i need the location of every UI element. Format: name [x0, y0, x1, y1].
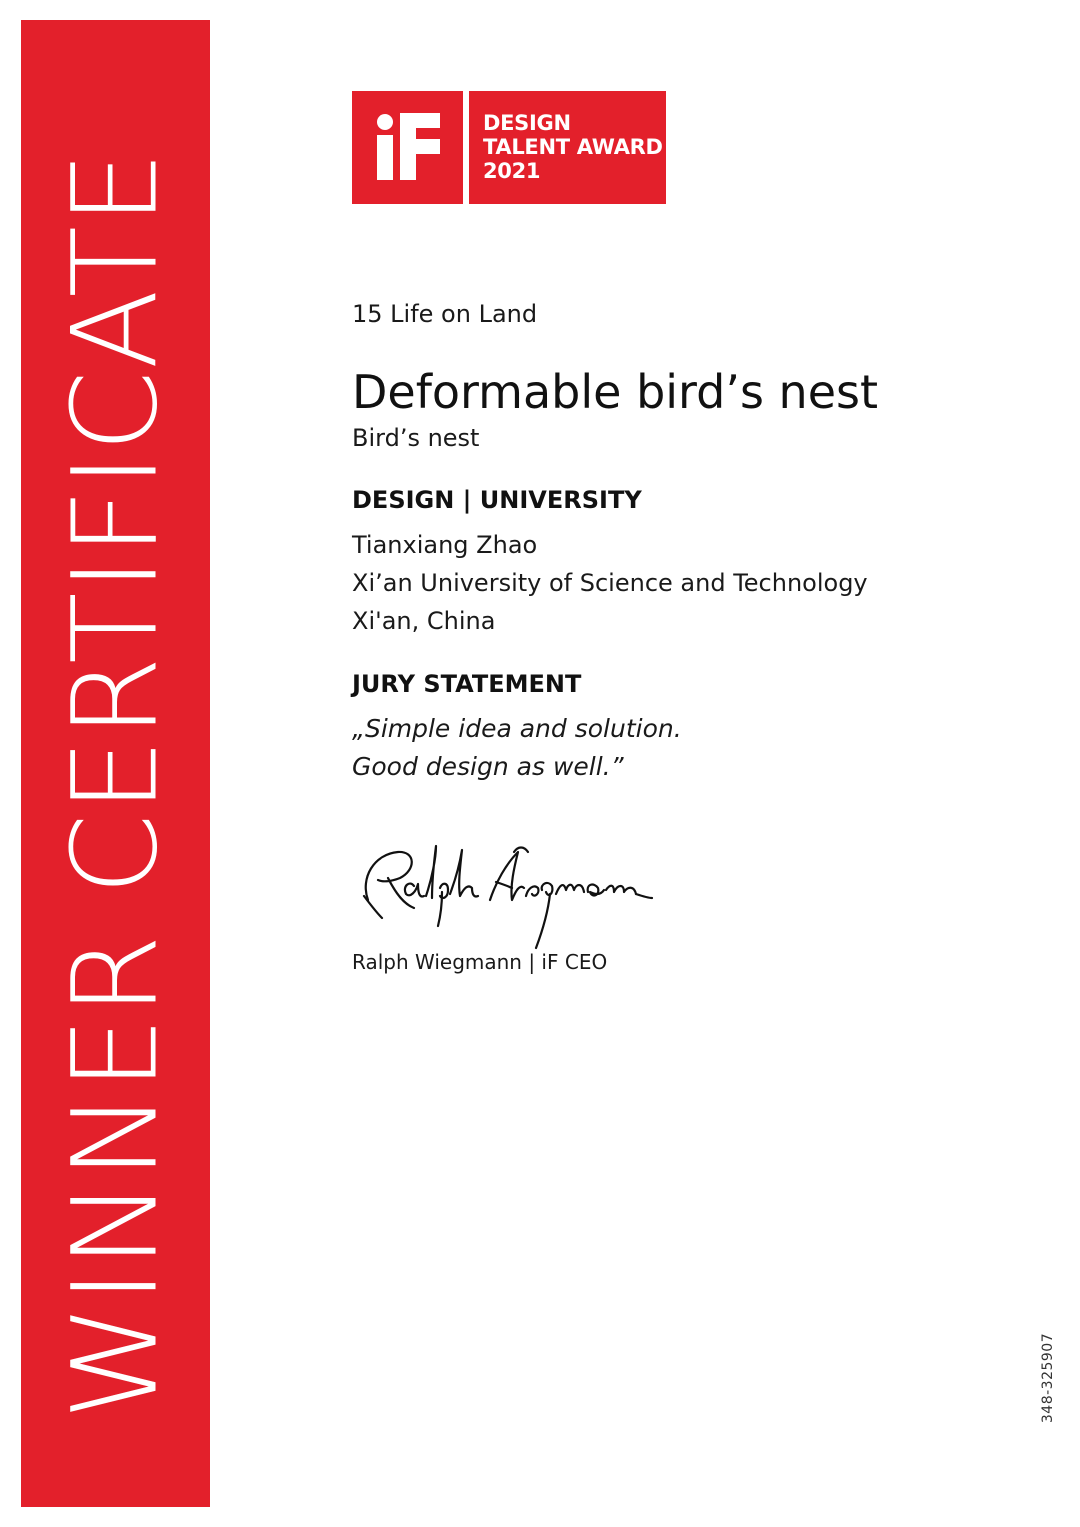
- jury-statement-line-1: „Simple idea and solution.: [352, 714, 682, 743]
- project-subtitle: Bird’s nest: [352, 424, 480, 452]
- project-title: Deformable bird’s nest: [352, 365, 879, 419]
- certificate-id: 348-325907: [1040, 1332, 1056, 1424]
- signer-caption: Ralph Wiegmann | iF CEO: [352, 950, 608, 974]
- award-line-talent-award: TALENT AWARD: [483, 135, 663, 159]
- if-logo-mark: [352, 91, 463, 204]
- award-line-year: 2021: [483, 159, 541, 183]
- award-line-design: DESIGN: [483, 111, 571, 135]
- jury-statement: [352, 710, 682, 786]
- design-heading: DESIGN | UNIVERSITY: [352, 486, 642, 514]
- designer-info: [352, 526, 868, 640]
- award-name: [469, 91, 666, 204]
- winner-certificate-title: WINNER CERTIFICATE: [46, 150, 184, 1420]
- jury-statement-line-2: Good design as well.”: [352, 752, 624, 781]
- designer-name: Tianxiang Zhao: [352, 531, 538, 559]
- location: Xi'an, China: [352, 607, 496, 635]
- ceo-signature: [356, 838, 656, 958]
- winner-band: [21, 20, 210, 1507]
- if-logo-icon: [352, 91, 463, 204]
- if-design-talent-award-logo: [352, 91, 666, 204]
- jury-heading: JURY STATEMENT: [352, 670, 582, 698]
- category-label: 15 Life on Land: [352, 300, 538, 328]
- university-name: Xi’an University of Science and Technology: [352, 569, 868, 597]
